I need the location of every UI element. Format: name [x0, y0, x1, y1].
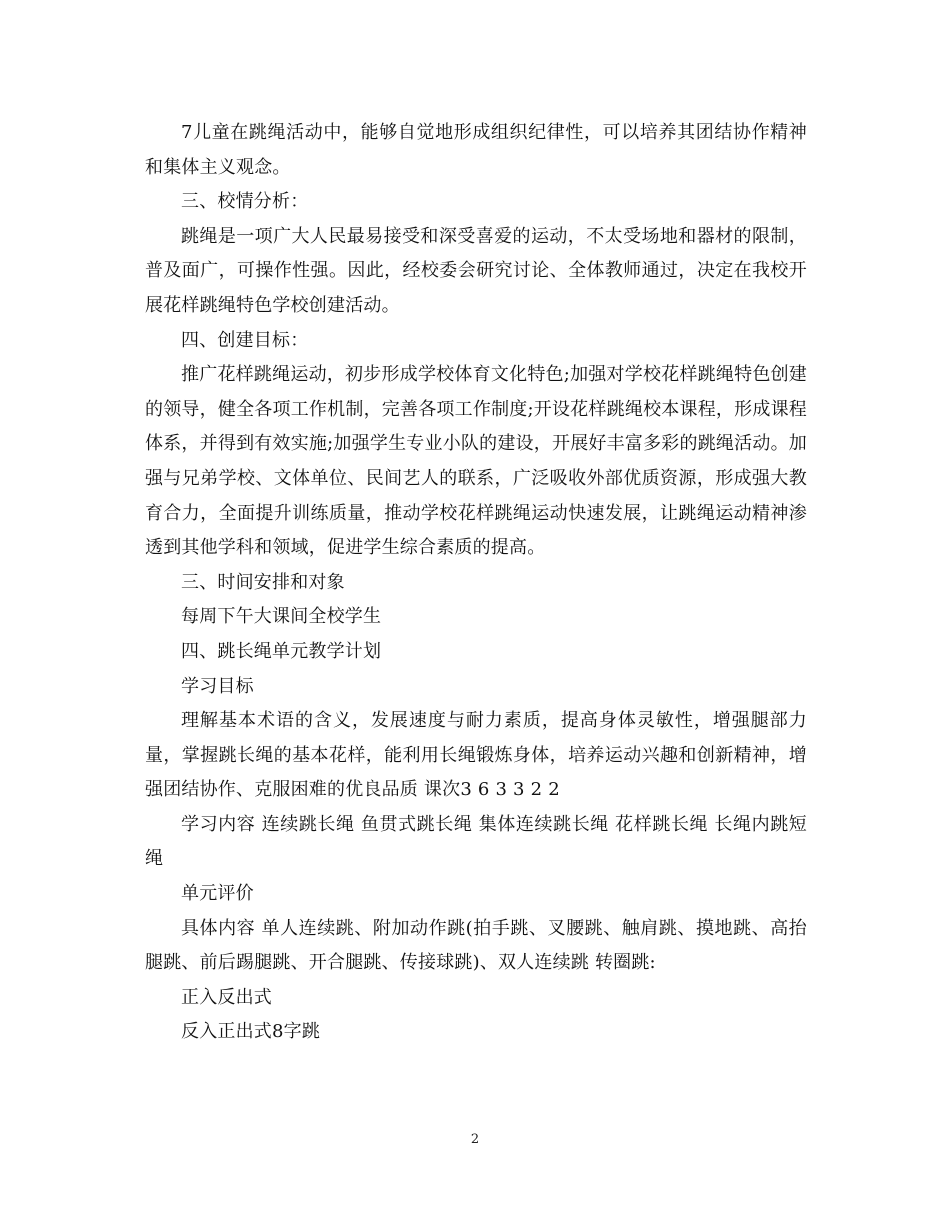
- heading-unit-evaluation: 单元评价: [181, 883, 254, 905]
- paragraph-school-analysis: 跳绳是一项广大人民最易接受和深受喜爱的运动，不太受场地和器材的限制，普及面广，可操作性强。因此，经校委会研究讨论、全体教师通过，决定在我校开展花样跳绳特色学校创建活动。: [145, 225, 807, 316]
- heading-creation-goals: 四、创建目标：: [181, 329, 309, 351]
- page-number: 2: [470, 1132, 480, 1147]
- paragraph-learning-objectives: 理解基本术语的含义，发展速度与耐力素质，提高身体灵敏性，增强腿部力量，掌握跳长绳的基本花样，能利用长绳锻炼身体，培养运动兴趣和创新精神，增强团结协作、克服困难的优良品质 课次3 6 3 3 2 2: [145, 710, 807, 801]
- paragraph-team-spirit: 7儿童在跳绳活动中，能够自觉地形成组织纪律性，可以培养其团结协作精神和集体主义观念。: [145, 122, 807, 178]
- paragraph-entry-style-1: 正入反出式: [181, 986, 272, 1008]
- heading-teaching-plan: 四、跳长绳单元教学计划: [181, 640, 382, 662]
- heading-school-analysis: 三、校情分析：: [181, 191, 309, 213]
- paragraph-entry-style-2: 反入正出式8字跳: [181, 1021, 321, 1043]
- heading-schedule: 三、时间安排和对象: [181, 571, 345, 593]
- paragraph-evaluation-details: 具体内容 单人连续跳、附加动作跳(拍手跳、叉腰跳、触肩跳、摸地跳、高抬腿跳、前后踢腿跳、开合腿跳、传接球跳)、双人连续跳 转圈跳:: [145, 917, 807, 974]
- paragraph-creation-goals: 推广花样跳绳运动，初步形成学校体育文化特色;加强对学校花样跳绳特色创建的领导，健全各项工作机制，完善各项工作制度;开设花样跳绳校本课程，形成课程体系，并得到有效实施;加强学生专业小队的建设，开展好丰富多彩的跳绳活动。加强与兄弟学校、文体单位、民间艺人的联系，广泛吸收外部优质资源，形成强大教育合力，全面提升训练质量，推动学校花样跳绳运动快速发展，让跳绳运动精神渗透到其他学科和领域，促进学生综合素质的提高。: [145, 364, 807, 559]
- heading-learning-objectives: 学习目标: [181, 675, 254, 697]
- document-body: [145, 116, 807, 1050]
- paragraph-schedule: 每周下午大课间全校学生: [181, 606, 382, 628]
- paragraph-learning-content: 学习内容 连续跳长绳 鱼贯式跳长绳 集体连续跳长绳 花样跳长绳 长绳内跳短绳: [145, 813, 807, 870]
